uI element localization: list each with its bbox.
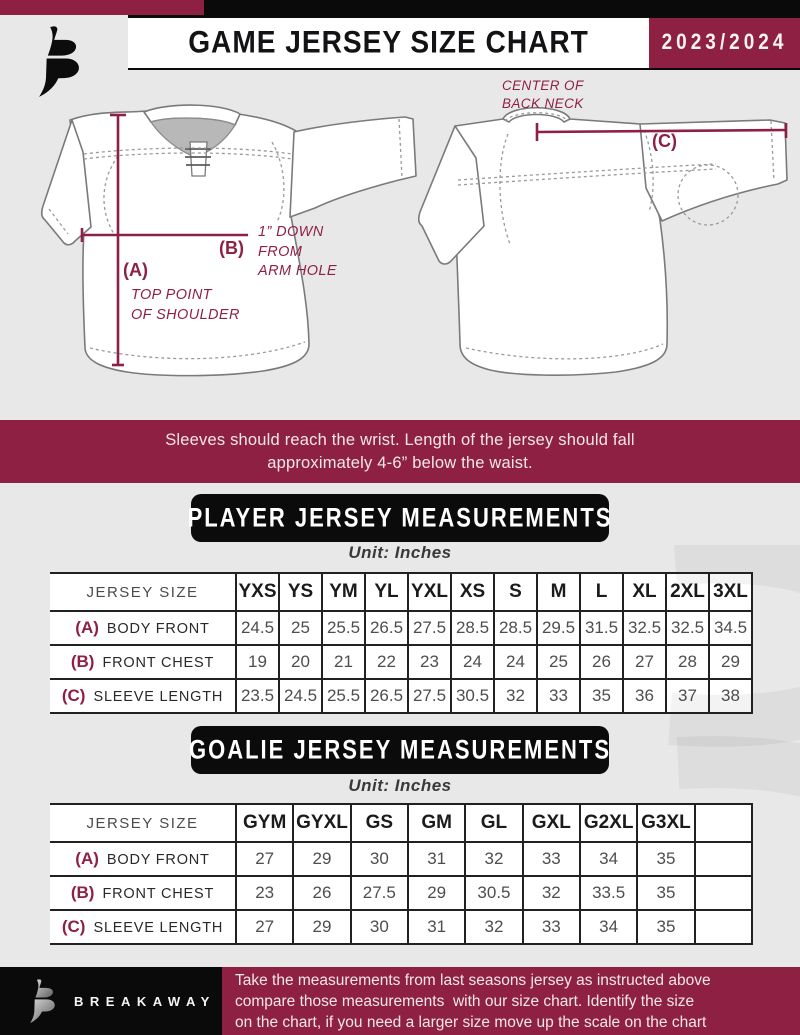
season-badge [649, 18, 800, 68]
goalie-section-title: GOALIE JERSEY MEASUREMENTS [189, 734, 611, 765]
measurement-value-cell: 35 [580, 679, 623, 713]
jersey-body [455, 109, 668, 376]
jersey-size-header: JERSEY SIZE [50, 573, 236, 611]
size-column-header: YM [322, 573, 365, 611]
label-b-note-line2: FROM [258, 243, 303, 260]
measurement-row [50, 876, 752, 910]
measurement-value-cell: 27 [236, 910, 293, 944]
row-key: (C) [61, 686, 86, 705]
measurement-value-cell [695, 842, 752, 876]
size-column-header: G3XL [637, 804, 694, 842]
size-column-header: XS [451, 573, 494, 611]
measurement-value-cell: 32 [465, 842, 522, 876]
row-key: (B) [70, 652, 95, 671]
fit-note-line2: approximately 4-6” below the waist. [267, 453, 533, 472]
label-a-note-line2: OF SHOULDER [131, 306, 240, 323]
page-title: GAME JERSEY SIZE CHART [188, 25, 589, 60]
measurement-value-cell: 36 [623, 679, 666, 713]
size-column-header: G2XL [580, 804, 637, 842]
row-key: (A) [75, 849, 99, 868]
size-column-header: 2XL [666, 573, 709, 611]
measurement-value-cell: 38 [709, 679, 752, 713]
measurement-value-cell: 27.5 [408, 679, 451, 713]
measurement-value-cell [695, 910, 752, 944]
measurement-value-cell: 35 [637, 876, 694, 910]
size-column-header: 3XL [709, 573, 752, 611]
footer-brand-name: BREAKAWAY [74, 993, 216, 1009]
measurement-value-cell: 24.5 [236, 611, 279, 645]
label-a-note [131, 286, 240, 325]
footer-note-line1: Take the measurements from last seasons jersey as instructed above [235, 971, 711, 989]
lace-placket [190, 142, 207, 176]
row-measure-label: SLEEVE LENGTH [93, 920, 224, 936]
season-label: 2023/2024 [661, 30, 788, 55]
measurement-value-cell: 30.5 [451, 679, 494, 713]
measurement-value-cell: 32 [465, 910, 522, 944]
measurement-value-cell: 34 [580, 910, 637, 944]
measurement-value-cell: 25.5 [322, 611, 365, 645]
row-label-cell [50, 876, 236, 910]
row-key: (A) [75, 618, 99, 637]
label-b-note [258, 223, 337, 282]
breakaway-logo-icon [26, 26, 94, 98]
page-title-box [128, 18, 649, 68]
player-section-header [187, 494, 613, 542]
measurement-value-cell: 29.5 [537, 611, 580, 645]
row-key: (B) [70, 883, 95, 902]
measurement-value-cell: 30 [351, 910, 408, 944]
measurement-value-cell: 26.5 [365, 679, 408, 713]
row-key: (C) [61, 917, 86, 936]
measurement-value-cell: 34.5 [709, 611, 752, 645]
measurement-value-cell: 32 [494, 679, 537, 713]
measurement-value-cell: 19 [236, 645, 279, 679]
measurement-value-cell: 33.5 [580, 876, 637, 910]
measurement-value-cell: 21 [322, 645, 365, 679]
measurement-value-cell: 30.5 [465, 876, 522, 910]
measurement-value-cell: 34 [580, 842, 637, 876]
size-column-header: YXS [236, 573, 279, 611]
measurement-value-cell: 26 [580, 645, 623, 679]
footer-brand-box [0, 967, 222, 1035]
header-maroon-stripe [0, 0, 204, 15]
measurement-value-cell: 32.5 [666, 611, 709, 645]
row-measure-label: FRONT CHEST [102, 886, 215, 902]
row-measure-label: SLEEVE LENGTH [93, 689, 224, 705]
jersey-size-header: JERSEY SIZE [50, 804, 236, 842]
measurement-value-cell: 33 [523, 910, 580, 944]
measurement-value-cell: 32 [523, 876, 580, 910]
measurement-value-cell: 27.5 [408, 611, 451, 645]
label-b-note-line3: ARM HOLE [258, 263, 337, 280]
measurement-value-cell: 24 [494, 645, 537, 679]
size-column-header: GYM [236, 804, 293, 842]
label-back-neck-note [502, 77, 584, 113]
footer-note-line2: compare those measurements with our size chart. Identify the size [235, 992, 695, 1010]
row-label-cell [50, 842, 236, 876]
fit-note-line1: Sleeves should reach the wrist. Length of the jersey should fall [165, 430, 635, 449]
size-column-header: YXL [408, 573, 451, 611]
measurement-value-cell: 29 [709, 645, 752, 679]
measurement-value-cell: 31.5 [580, 611, 623, 645]
measurement-value-cell: 23 [408, 645, 451, 679]
measurement-value-cell: 25 [279, 611, 322, 645]
size-column-header: YL [365, 573, 408, 611]
measurement-value-cell: 28.5 [451, 611, 494, 645]
measurement-value-cell: 31 [408, 910, 465, 944]
measurement-value-cell: 33 [523, 842, 580, 876]
player-section-title: PLAYER JERSEY MEASUREMENTS [187, 502, 613, 533]
measurement-value-cell: 30 [351, 842, 408, 876]
measurement-value-cell: 25.5 [322, 679, 365, 713]
size-column-header: GM [408, 804, 465, 842]
measurement-row [50, 842, 752, 876]
player-size-table [50, 572, 753, 714]
measurement-value-cell: 24.5 [279, 679, 322, 713]
measurement-value-cell: 31 [408, 842, 465, 876]
jersey-right-sleeve [290, 117, 416, 217]
row-measure-label: BODY FRONT [106, 621, 210, 637]
goalie-unit-label: Unit: Inches [348, 776, 452, 795]
size-column-header: GXL [523, 804, 580, 842]
size-column-header [695, 804, 752, 842]
measurement-value-cell: 37 [666, 679, 709, 713]
row-label-cell [50, 645, 236, 679]
size-column-header: S [494, 573, 537, 611]
footer-note-line3: on the chart, if you need a larger size move up the scale on the chart [235, 1013, 707, 1031]
measurement-value-cell: 29 [408, 876, 465, 910]
back-neck-note-line1: CENTER OF [502, 78, 584, 93]
measurement-value-cell: 29 [293, 842, 350, 876]
measurement-value-cell: 23 [236, 876, 293, 910]
measurement-value-cell: 27 [623, 645, 666, 679]
size-column-header: GL [465, 804, 522, 842]
label-c: (C) [652, 131, 677, 151]
measurement-value-cell: 35 [637, 910, 694, 944]
player-table-header-row [50, 573, 752, 611]
measurement-value-cell: 35 [637, 842, 694, 876]
measurement-row [50, 679, 752, 713]
measurement-row [50, 645, 752, 679]
measurement-value-cell: 26 [293, 876, 350, 910]
measurement-value-cell [695, 876, 752, 910]
fit-note-banner [0, 420, 800, 483]
measurement-value-cell: 27.5 [351, 876, 408, 910]
measurement-row [50, 910, 752, 944]
size-column-header: L [580, 573, 623, 611]
measurement-value-cell: 23.5 [236, 679, 279, 713]
measurement-row [50, 611, 752, 645]
goalie-section-header [191, 726, 609, 774]
label-a: (A) [123, 260, 148, 280]
size-column-header: GS [351, 804, 408, 842]
back-jersey-diagram [408, 92, 800, 426]
back-neck-note-line2: BACK NECK [502, 96, 584, 112]
measurement-value-cell: 32.5 [623, 611, 666, 645]
size-column-header: M [537, 573, 580, 611]
size-column-header: GYXL [293, 804, 350, 842]
measurement-value-cell: 20 [279, 645, 322, 679]
measurement-value-cell: 27 [236, 842, 293, 876]
label-a-note-line1: TOP POINT [131, 287, 212, 303]
measurement-value-cell: 25 [537, 645, 580, 679]
player-unit-label: Unit: Inches [348, 543, 452, 562]
breakaway-logo-footer-icon [25, 979, 61, 1024]
label-b-note-line1: 1” DOWN [258, 224, 324, 240]
row-label-cell [50, 679, 236, 713]
measurement-value-cell: 29 [293, 910, 350, 944]
row-label-cell [50, 910, 236, 944]
row-measure-label: FRONT CHEST [102, 655, 215, 671]
row-label-cell [50, 611, 236, 645]
measurement-value-cell: 28.5 [494, 611, 537, 645]
label-b: (B) [219, 238, 244, 258]
row-measure-label: BODY FRONT [106, 852, 210, 868]
footer-instructions [222, 967, 800, 1035]
goalie-size-table [50, 803, 753, 945]
measurement-value-cell: 28 [666, 645, 709, 679]
measurement-value-cell: 22 [365, 645, 408, 679]
measurement-value-cell: 24 [451, 645, 494, 679]
goalie-table-header-row [50, 804, 752, 842]
measurement-value-cell: 33 [537, 679, 580, 713]
size-column-header: YS [279, 573, 322, 611]
measurement-value-cell: 26.5 [365, 611, 408, 645]
size-column-header: XL [623, 573, 666, 611]
